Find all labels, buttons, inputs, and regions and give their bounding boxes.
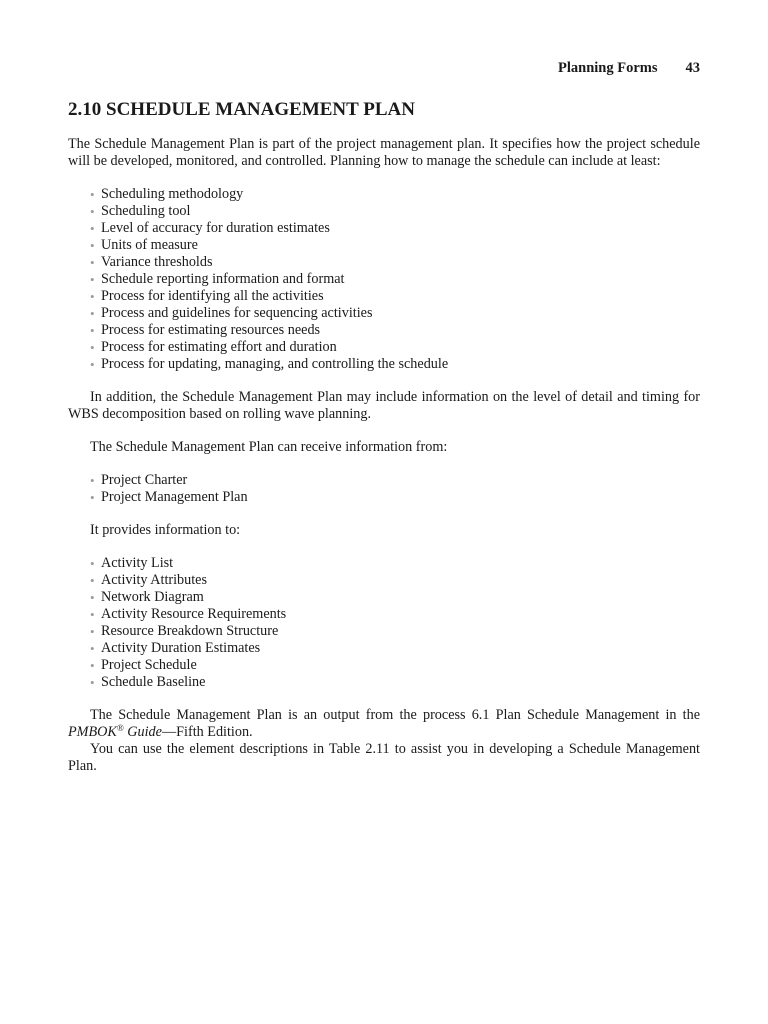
receive-list: [68, 472, 700, 506]
list-item: • Project Schedule: [90, 657, 700, 674]
list-item: • Project Management Plan: [90, 489, 700, 506]
list-item: • Resource Breakdown Structure: [90, 623, 700, 640]
page-content: [68, 98, 700, 775]
list-item: • Network Diagram: [90, 589, 700, 606]
page-number: 43: [685, 60, 700, 76]
list-item: • Activity Attributes: [90, 572, 700, 589]
running-title: Planning Forms: [558, 60, 658, 76]
list-item: • Process for estimating resources needs: [90, 322, 700, 339]
list-item: • Schedule reporting information and format: [90, 271, 700, 288]
addition-paragraph: In addition, the Schedule Management Plan may include information on the level of detail and timing for WBS decomposition based on rolling wave planning.: [68, 389, 700, 422]
list-item: • Process and guidelines for sequencing activities: [90, 305, 700, 322]
section-title: 2.10 SCHEDULE MANAGEMENT PLAN: [68, 99, 415, 120]
guide-word: Guide: [127, 724, 162, 740]
provides-list: [68, 555, 700, 691]
table-ref-paragraph: You can use the element descriptions in Table 2.11 to assist you in developing a Schedule Management Plan.: [68, 741, 700, 774]
output-lead: The Schedule Management Plan is an output from the process 6.1 Plan Schedule Management in the: [90, 707, 700, 723]
list-item: • Scheduling methodology: [90, 186, 700, 203]
list-item: • Scheduling tool: [90, 203, 700, 220]
provides-intro: It provides information to:: [90, 522, 241, 538]
list-item: • Activity Duration Estimates: [90, 640, 700, 657]
edition-text: —Fifth Edition.: [161, 724, 253, 740]
registered-mark: ®: [116, 723, 124, 733]
include-list: [68, 186, 700, 373]
list-item: • Process for estimating effort and duration: [90, 339, 700, 356]
list-item: • Level of accuracy for duration estimates: [90, 220, 700, 237]
list-item: • Units of measure: [90, 237, 700, 254]
output-paragraph: [68, 707, 700, 741]
receive-intro: The Schedule Management Plan can receive information from:: [90, 439, 448, 455]
list-item: • Activity Resource Requirements: [90, 606, 700, 623]
intro-paragraph: The Schedule Management Plan is part of the project management plan. It specifies how the project schedule will be developed, monitored, and controlled. Planning how to manage the schedule can include at least:: [68, 136, 700, 169]
list-item: • Activity List: [90, 555, 700, 572]
list-item: • Schedule Baseline: [90, 674, 700, 691]
list-item: • Variance thresholds: [90, 254, 700, 271]
guide-name: PMBOK: [68, 724, 117, 740]
list-item: • Project Charter: [90, 472, 700, 489]
list-item: • Process for updating, managing, and controlling the schedule: [90, 356, 700, 373]
list-item: • Process for identifying all the activities: [90, 288, 700, 305]
running-header: [558, 60, 700, 77]
